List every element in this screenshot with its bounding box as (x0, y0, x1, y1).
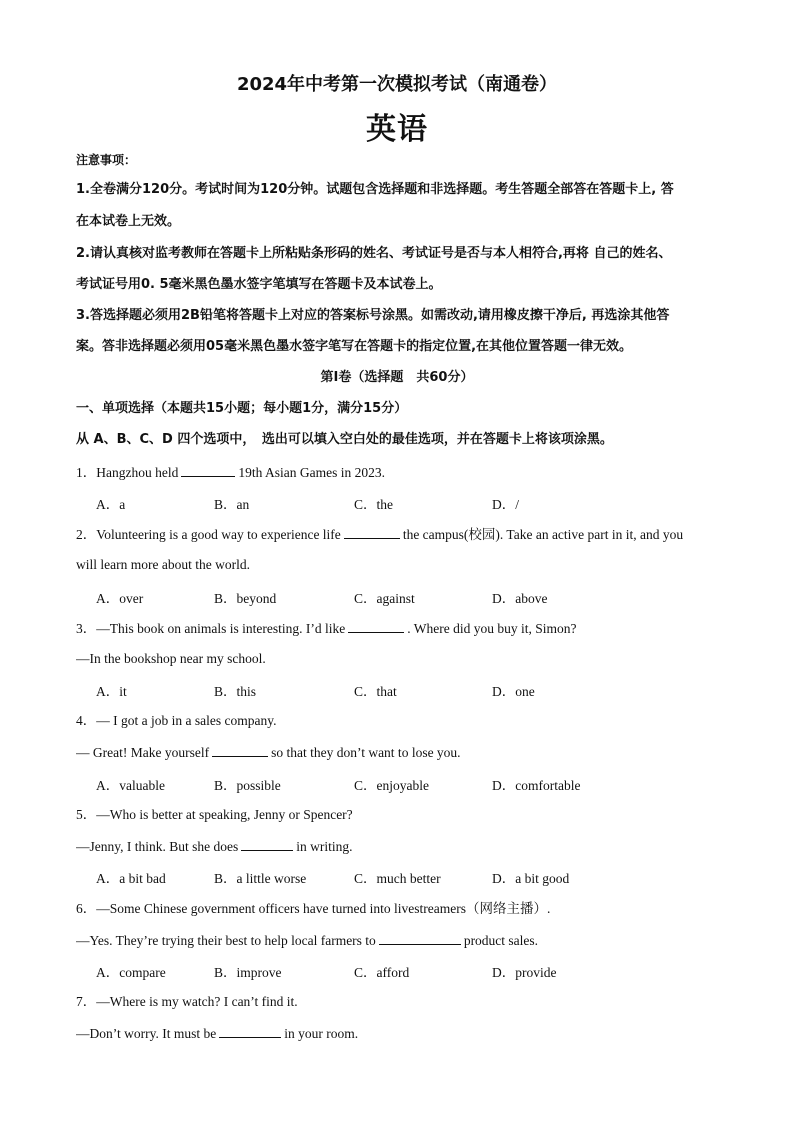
notice-line: 3.答选择题必须用2B铅笔将答题卡上对应的答案标号涂黑。如需改动,请用橡皮擦干净后, 再选涂其他答 (76, 308, 670, 323)
exam-title: 2024年中考第一次模拟考试（南通卷） (236, 74, 558, 95)
answer-blank (348, 618, 404, 633)
option-row (96, 961, 696, 981)
answer-blank (344, 524, 400, 539)
question-text: . Where did you buy it, Simon? (407, 621, 577, 636)
question-text: will learn more about the world. (76, 557, 250, 572)
answer-option: B．improve (214, 965, 282, 980)
question-line (76, 649, 718, 669)
answer-blank (212, 742, 268, 757)
answer-option: B．beyond (214, 591, 277, 606)
answer-option: D．above (492, 591, 548, 606)
option-row (96, 587, 696, 607)
answer-option: A．over (96, 591, 144, 606)
question-text: in your room. (284, 1026, 359, 1041)
question-text: 19th Asian Games in 2023. (238, 465, 385, 480)
question-line (76, 992, 718, 1012)
question-text: 4．— I got a job in a sales company. (76, 713, 277, 728)
question-text: 7．—Where is my watch? I can’t find it. (76, 994, 298, 1009)
answer-option: D．comfortable (492, 778, 581, 793)
answer-option: A．valuable (96, 778, 165, 793)
question-text: 3．—This book on animals is interesting. I’d like (76, 621, 346, 636)
question-text: 2．Volunteering is a good way to experience life (76, 527, 341, 542)
question-text: —Yes. They’re trying their best to help local farmers to (76, 933, 376, 948)
question-text: 1．Hangzhou held (76, 465, 179, 480)
answer-option: A．a (96, 497, 126, 512)
notice-line: 2.请认真核对监考教师在答题卡上所粘贴条形码的姓名、考试证号是否与本人相符合,再将 自己的姓名、 (76, 246, 672, 261)
question-text: product sales. (463, 933, 539, 948)
notice-heading: 注意事项： (76, 153, 137, 167)
answer-option: D．a bit good (492, 871, 570, 886)
notice-line: 1.全卷满分120分。考试时间为120分钟。试题包含选择题和非选择题。考生答题全部答在答题卡上, 答 (76, 182, 674, 197)
answer-blank (379, 930, 461, 945)
option-row (96, 867, 696, 887)
section-instruction: 从 A、B、C、D 四个选项中， 选出可以填入空白处的最佳选项，并在答题卡上将该项涂黑。 (76, 432, 613, 447)
part-title: 第I卷（选择题 共60分） (320, 370, 474, 385)
answer-blank (241, 836, 293, 851)
answer-option: C．against (354, 591, 415, 606)
question-line (76, 618, 718, 639)
answer-option: B．this (214, 684, 257, 699)
option-row (96, 774, 696, 794)
question-line (76, 524, 718, 545)
question-text: —In the bookshop near my school. (76, 651, 266, 666)
question-text: so that they don’t want to lose you. (271, 745, 461, 760)
exam-subject: 英语 (366, 112, 428, 147)
question-text: 6．—Some Chinese government officers have turned into livestreamers（网络主播）. (76, 901, 551, 916)
question-text: —Don’t worry. It must be (76, 1026, 217, 1041)
question-text: —Jenny, I think. But she does (76, 839, 239, 854)
section-heading: 一、单项选择（本题共15小题；每小题1分，满分15分） (76, 401, 408, 416)
notice-line: 在本试卷上无效。 (76, 214, 181, 229)
question-line (76, 836, 718, 857)
answer-option: D．provide (492, 965, 557, 980)
answer-option: B．a little worse (214, 871, 307, 886)
answer-blank (219, 1023, 281, 1038)
question-line (76, 462, 718, 483)
question-line (76, 1023, 718, 1044)
question-line (76, 930, 718, 951)
question-line (76, 711, 718, 731)
question-text: in writing. (296, 839, 353, 854)
question-text: — Great! Make yourself (76, 745, 210, 760)
notice-line: 考试证号用0. 5毫米黑色墨水签字笔填写在答题卡及本试卷上。 (76, 277, 442, 292)
answer-option: B．an (214, 497, 250, 512)
answer-option: C．that (354, 684, 397, 699)
answer-option: A．compare (96, 965, 166, 980)
answer-option: C．much better (354, 871, 441, 886)
answer-option: B．possible (214, 778, 281, 793)
option-row (96, 493, 696, 513)
answer-option: D．one (492, 684, 535, 699)
question-line (76, 555, 718, 575)
answer-option: C．afford (354, 965, 410, 980)
question-line (76, 805, 718, 825)
option-row (96, 680, 696, 700)
notice-line: 案。答非选择题必须用05毫米黑色墨水签字笔写在答题卡的指定位置,在其他位置答题一律无效。 (76, 339, 633, 354)
question-line (76, 742, 718, 763)
answer-option: C．enjoyable (354, 778, 429, 793)
question-text: the campus(校园). Take an active part in it, and you (402, 527, 684, 542)
question-line (76, 899, 718, 919)
question-text: 5．—Who is better at speaking, Jenny or Spencer? (76, 807, 353, 822)
answer-option: A．a bit bad (96, 871, 166, 886)
answer-option: C．the (354, 497, 393, 512)
answer-blank (181, 462, 235, 477)
answer-option: D．/ (492, 497, 519, 512)
answer-option: A．it (96, 684, 127, 699)
